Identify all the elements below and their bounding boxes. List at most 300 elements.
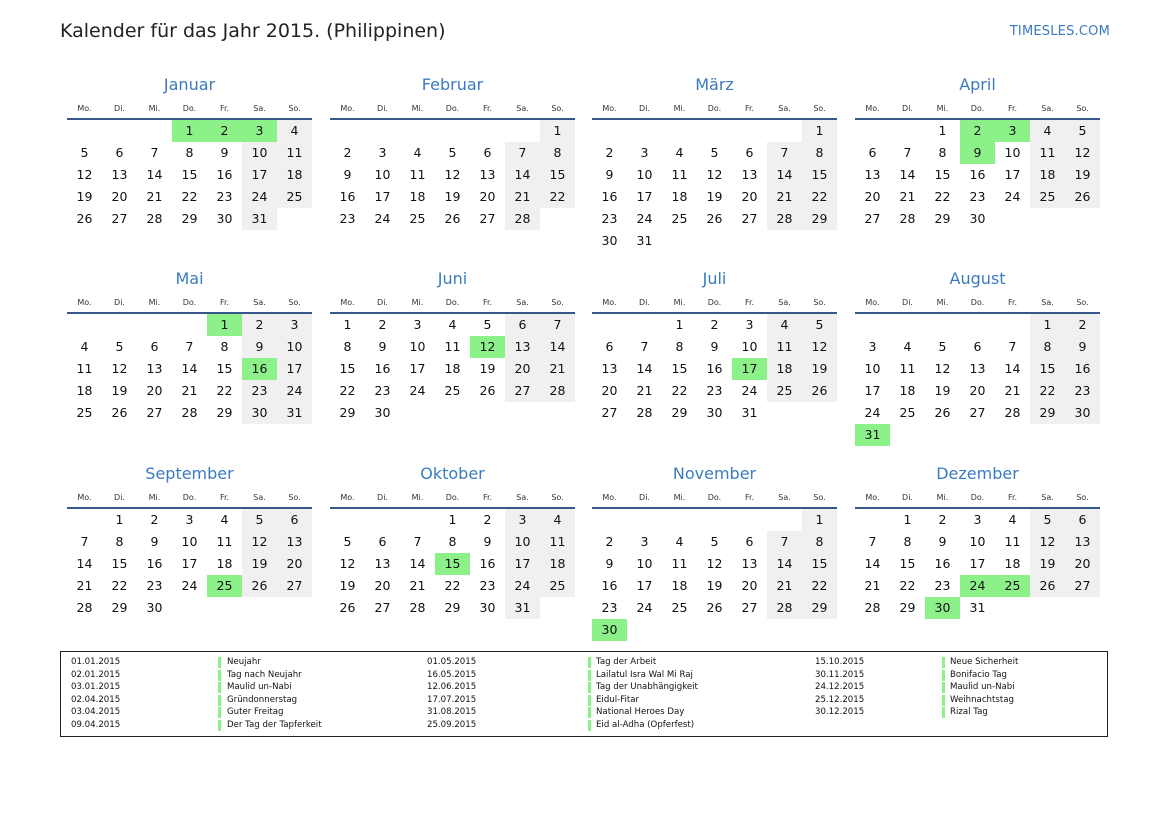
day-cell: 23 [146, 578, 163, 593]
weekday-label: Fr. [1007, 492, 1018, 502]
day-cell: 7 [767, 531, 802, 553]
day-cell: 17 [636, 189, 653, 204]
weekday-label: Mo. [602, 492, 617, 502]
day-cell: 16 [934, 556, 951, 571]
day-cell: 2 [1065, 314, 1100, 336]
day-cell: 13 [969, 361, 986, 376]
day-cell: 2 [150, 512, 159, 527]
day-cell: 15 [934, 167, 951, 182]
holiday-name: National Heroes Day [596, 707, 685, 718]
weekday-label: Do. [182, 492, 197, 502]
day-cell: 6 [605, 339, 614, 354]
day-cell: 2 [483, 512, 492, 527]
empty-cell [400, 120, 435, 142]
day-cell: 1 [448, 512, 457, 527]
day-cell: 9 [483, 534, 492, 549]
day-cell: 9 [242, 336, 277, 358]
day-cell: 29 [899, 600, 916, 615]
holiday-name: Lailatul Isra Wal Mi Raj [596, 669, 693, 680]
day-cell: 12 [444, 167, 461, 182]
holiday-name: Maulid un-Nabi [227, 682, 292, 693]
day-cell: 16 [216, 167, 233, 182]
day-cell: 1 [540, 120, 575, 142]
day-cell: 26 [802, 380, 837, 402]
day-cell: 5 [710, 145, 719, 160]
month-name: April [959, 75, 996, 94]
day-cell: 10 [864, 361, 881, 376]
day-cell: 18 [1030, 164, 1065, 186]
weekday-label: Di. [902, 492, 913, 502]
weekday-label: Sa. [778, 103, 791, 113]
day-cell: 3 [413, 317, 422, 332]
day-cell: 27 [1065, 575, 1100, 597]
day-cell: 13 [1065, 531, 1100, 553]
holiday-name: Maulid un-Nabi [950, 682, 1015, 693]
day-cell: 2 [938, 512, 947, 527]
month-märz [592, 73, 837, 252]
holiday-marker [942, 670, 945, 681]
day-cell: 4 [1008, 512, 1017, 527]
day-grid [330, 120, 575, 230]
day-cell: 2 [710, 317, 719, 332]
day-cell: 29 [216, 405, 233, 420]
day-cell: 30 [1065, 402, 1100, 424]
weekday-header [855, 488, 1100, 506]
holiday-day-cell: 3 [995, 120, 1030, 142]
weekday-label: Fr. [744, 103, 755, 113]
day-cell: 5 [448, 145, 457, 160]
day-cell: 18 [409, 189, 426, 204]
month-name: Dezember [936, 464, 1019, 483]
weekday-label: Sa. [516, 103, 529, 113]
day-cell: 25 [540, 575, 575, 597]
day-cell: 22 [339, 383, 356, 398]
day-grid [855, 314, 1100, 446]
empty-cell [365, 509, 400, 531]
day-cell: 18 [76, 383, 93, 398]
holiday-marker [588, 720, 591, 731]
holiday-date: 16.05.2015 [427, 669, 477, 680]
day-cell: 15 [1030, 358, 1065, 380]
page-title: Kalender für das Jahr 2015. (Philippinen) [60, 20, 446, 42]
empty-cell [137, 314, 172, 336]
day-cell: 11 [1030, 142, 1065, 164]
holiday-name: Eidul-Fitar [596, 694, 640, 705]
empty-cell [102, 314, 137, 336]
empty-cell [505, 120, 540, 142]
day-cell: 14 [181, 361, 198, 376]
day-cell: 14 [636, 361, 653, 376]
day-cell: 5 [710, 534, 719, 549]
day-cell: 7 [413, 534, 422, 549]
day-cell: 15 [216, 361, 233, 376]
day-cell: 29 [444, 600, 461, 615]
day-cell: 9 [343, 167, 352, 182]
day-cell: 21 [540, 358, 575, 380]
day-cell: 13 [146, 361, 163, 376]
day-cell: 9 [150, 534, 159, 549]
day-cell: 2 [242, 314, 277, 336]
day-cell: 26 [1030, 575, 1065, 597]
day-cell: 27 [146, 405, 163, 420]
day-cell: 6 [1065, 509, 1100, 531]
holiday-day-cell: 12 [470, 336, 505, 358]
day-cell: 25 [767, 380, 802, 402]
day-cell: 23 [969, 189, 986, 204]
day-cell: 26 [706, 211, 723, 226]
day-cell: 16 [601, 578, 618, 593]
holiday-date: 31.08.2015 [427, 707, 477, 718]
day-cell: 20 [741, 189, 758, 204]
weekday-label: Mo. [865, 492, 880, 502]
day-cell: 10 [636, 556, 653, 571]
day-cell: 16 [339, 189, 356, 204]
day-cell: 5 [938, 339, 947, 354]
holiday-marker [942, 695, 945, 706]
day-cell: 4 [675, 145, 684, 160]
day-cell: 13 [741, 556, 758, 571]
holiday-day-cell: 9 [960, 142, 995, 164]
day-cell: 7 [1008, 339, 1017, 354]
day-grid [330, 509, 575, 619]
day-cell: 28 [1004, 405, 1021, 420]
day-cell: 16 [374, 361, 391, 376]
holiday-day-cell: 17 [732, 358, 767, 380]
brand-link[interactable]: TIMESLES.COM [1009, 24, 1110, 39]
day-cell: 4 [1030, 120, 1065, 142]
weekday-label: Di. [114, 492, 125, 502]
weekday-label: Mo. [865, 297, 880, 307]
weekday-label: Mi. [148, 297, 161, 307]
day-cell: 17 [864, 383, 881, 398]
day-cell: 6 [378, 534, 387, 549]
day-cell: 17 [242, 164, 277, 186]
day-cell: 9 [1065, 336, 1100, 358]
day-cell: 8 [802, 531, 837, 553]
day-cell: 26 [242, 575, 277, 597]
day-cell: 14 [409, 556, 426, 571]
holiday-name: Tag der Unabhängigkeit [596, 682, 698, 693]
day-cell: 31 [741, 405, 758, 420]
day-cell: 29 [181, 211, 198, 226]
day-cell: 22 [111, 578, 128, 593]
day-cell: 3 [868, 339, 877, 354]
weekday-label: Do. [445, 103, 460, 113]
day-cell: 16 [146, 556, 163, 571]
month-juli [592, 267, 837, 424]
weekday-label: Mi. [148, 103, 161, 113]
day-cell: 30 [216, 211, 233, 226]
empty-cell [627, 120, 662, 142]
holiday-date: 09.04.2015 [71, 720, 121, 730]
day-cell: 28 [767, 208, 802, 230]
day-cell: 8 [185, 145, 194, 160]
day-cell: 1 [802, 509, 837, 531]
day-cell: 7 [903, 145, 912, 160]
day-cell: 23 [216, 189, 233, 204]
day-cell: 26 [111, 405, 128, 420]
day-cell: 19 [706, 578, 723, 593]
weekday-label: Mo. [77, 492, 92, 502]
weekday-label: Sa. [1041, 297, 1054, 307]
holiday-marker [942, 682, 945, 693]
day-cell: 9 [938, 534, 947, 549]
day-cell: 15 [802, 164, 837, 186]
weekday-label: Sa. [1041, 103, 1054, 113]
month-april [855, 73, 1100, 230]
weekday-label: Do. [445, 492, 460, 502]
weekday-header [67, 293, 312, 311]
day-cell: 21 [76, 578, 93, 593]
day-cell: 3 [640, 145, 649, 160]
day-cell: 26 [934, 405, 951, 420]
month-november [592, 462, 837, 641]
day-cell: 16 [706, 361, 723, 376]
day-cell: 25 [671, 600, 688, 615]
day-cell: 4 [540, 509, 575, 531]
day-cell: 12 [934, 361, 951, 376]
day-cell: 8 [802, 142, 837, 164]
day-cell: 4 [80, 339, 89, 354]
empty-cell [855, 314, 890, 336]
holiday-day-cell: 1 [207, 314, 242, 336]
day-cell: 16 [479, 556, 496, 571]
holiday-name: Eid al-Adha (Opferfest) [596, 720, 695, 730]
weekday-label: Do. [445, 297, 460, 307]
day-cell: 27 [969, 405, 986, 420]
day-grid [855, 509, 1100, 619]
day-cell: 22 [444, 578, 461, 593]
day-cell: 24 [505, 575, 540, 597]
day-cell: 13 [505, 336, 540, 358]
day-cell: 12 [706, 167, 723, 182]
weekday-label: Sa. [778, 297, 791, 307]
holiday-date: 01.05.2015 [427, 657, 477, 667]
weekday-label: So. [813, 103, 826, 113]
day-cell: 21 [505, 186, 540, 208]
empty-cell [855, 120, 890, 142]
holiday-date: 03.01.2015 [71, 682, 121, 693]
weekday-label: Fr. [482, 103, 493, 113]
month-name: Oktober [420, 464, 485, 483]
day-cell: 6 [745, 534, 754, 549]
day-cell: 6 [150, 339, 159, 354]
day-cell: 25 [444, 383, 461, 398]
holiday-name: Guter Freitag [227, 707, 284, 718]
day-cell: 14 [505, 164, 540, 186]
weekday-label: So. [551, 297, 564, 307]
weekday-label: So. [1076, 492, 1089, 502]
holiday-name: Bonifacio Tag [950, 669, 1007, 680]
day-cell: 7 [767, 142, 802, 164]
day-cell: 8 [675, 339, 684, 354]
day-cell: 18 [444, 361, 461, 376]
day-cell: 3 [745, 317, 754, 332]
day-cell: 27 [505, 380, 540, 402]
empty-cell [855, 509, 890, 531]
day-cell: 7 [150, 145, 159, 160]
day-cell: 8 [540, 142, 575, 164]
day-cell: 22 [802, 575, 837, 597]
day-cell: 12 [76, 167, 93, 182]
day-cell: 11 [1004, 534, 1021, 549]
weekday-label: Do. [707, 492, 722, 502]
day-grid [67, 314, 312, 424]
day-cell: 12 [1065, 142, 1100, 164]
empty-cell [995, 314, 1030, 336]
day-cell: 14 [899, 167, 916, 182]
holiday-day-cell: 2 [207, 120, 242, 142]
holiday-day-cell: 2 [960, 120, 995, 142]
day-cell: 18 [899, 383, 916, 398]
weekday-label: Fr. [219, 103, 230, 113]
holiday-day-cell: 30 [592, 619, 627, 641]
weekday-label: So. [288, 103, 301, 113]
day-cell: 20 [479, 189, 496, 204]
month-dezember [855, 462, 1100, 619]
day-cell: 30 [601, 233, 618, 248]
day-grid [592, 120, 837, 252]
day-cell: 1 [115, 512, 124, 527]
day-grid [330, 314, 575, 424]
day-cell: 19 [802, 358, 837, 380]
empty-cell [400, 509, 435, 531]
day-cell: 28 [899, 211, 916, 226]
day-cell: 26 [706, 600, 723, 615]
day-cell: 22 [540, 186, 575, 208]
day-cell: 2 [378, 317, 387, 332]
day-cell: 28 [767, 597, 802, 619]
day-cell: 31 [242, 208, 277, 230]
holiday-date: 24.12.2015 [815, 682, 865, 693]
day-cell: 13 [111, 167, 128, 182]
weekday-label: Mi. [411, 492, 424, 502]
day-cell: 28 [864, 600, 881, 615]
day-cell: 18 [671, 578, 688, 593]
day-cell: 21 [864, 578, 881, 593]
empty-cell [662, 509, 697, 531]
empty-cell [172, 314, 207, 336]
month-oktober [330, 462, 575, 619]
day-cell: 29 [802, 208, 837, 230]
day-cell: 24 [277, 380, 312, 402]
weekday-label: Sa. [253, 492, 266, 502]
holiday-name: Der Tag der Tapferkeit [227, 720, 322, 730]
day-cell: 19 [339, 578, 356, 593]
holiday-marker [942, 657, 945, 668]
day-cell: 26 [76, 211, 93, 226]
day-cell: 2 [605, 145, 614, 160]
holiday-date: 25.12.2015 [815, 694, 865, 705]
day-cell: 22 [216, 383, 233, 398]
day-cell: 4 [903, 339, 912, 354]
empty-cell [767, 120, 802, 142]
holiday-day-cell: 25 [207, 575, 242, 597]
day-cell: 23 [934, 578, 951, 593]
day-cell: 29 [111, 600, 128, 615]
day-cell: 19 [706, 189, 723, 204]
weekday-label: Sa. [253, 103, 266, 113]
day-cell: 20 [277, 553, 312, 575]
day-cell: 31 [636, 233, 653, 248]
day-cell: 24 [1004, 189, 1021, 204]
weekday-header [330, 99, 575, 117]
day-cell: 29 [339, 405, 356, 420]
day-cell: 4 [413, 145, 422, 160]
day-cell: 21 [409, 578, 426, 593]
day-cell: 3 [505, 509, 540, 531]
holiday-day-cell: 15 [435, 553, 470, 575]
weekday-label: Di. [114, 103, 125, 113]
day-cell: 11 [444, 339, 461, 354]
day-cell: 28 [76, 600, 93, 615]
day-cell: 10 [636, 167, 653, 182]
day-cell: 7 [868, 534, 877, 549]
day-cell: 11 [767, 336, 802, 358]
day-cell: 13 [277, 531, 312, 553]
day-cell: 27 [864, 211, 881, 226]
day-cell: 9 [710, 339, 719, 354]
holiday-name: Weihnachtstag [950, 694, 1014, 705]
empty-cell [890, 314, 925, 336]
day-cell: 14 [146, 167, 163, 182]
day-cell: 22 [1030, 380, 1065, 402]
weekday-label: Sa. [1041, 492, 1054, 502]
day-cell: 12 [1030, 531, 1065, 553]
weekday-label: Do. [970, 492, 985, 502]
day-cell: 30 [242, 402, 277, 424]
day-cell: 29 [671, 405, 688, 420]
day-cell: 20 [601, 383, 618, 398]
weekday-label: Di. [902, 103, 913, 113]
day-cell: 30 [146, 600, 163, 615]
weekday-label: Di. [377, 297, 388, 307]
day-cell: 15 [111, 556, 128, 571]
day-cell: 30 [969, 211, 986, 226]
weekday-label: Do. [707, 297, 722, 307]
day-cell: 11 [540, 531, 575, 553]
holiday-name: Gründonnerstag [227, 694, 298, 705]
day-cell: 28 [146, 211, 163, 226]
day-cell: 26 [339, 600, 356, 615]
day-cell: 30 [706, 405, 723, 420]
day-cell: 5 [80, 145, 89, 160]
month-september [67, 462, 312, 619]
holiday-day-cell: 24 [960, 575, 995, 597]
day-cell: 22 [934, 189, 951, 204]
holiday-day-cell: 30 [925, 597, 960, 619]
holiday-legend [60, 651, 1108, 737]
day-cell: 10 [409, 339, 426, 354]
day-cell: 17 [636, 578, 653, 593]
empty-cell [592, 120, 627, 142]
day-cell: 27 [111, 211, 128, 226]
day-cell: 21 [1004, 383, 1021, 398]
day-cell: 1 [343, 317, 352, 332]
day-cell: 10 [741, 339, 758, 354]
day-cell: 25 [409, 211, 426, 226]
day-cell: 9 [220, 145, 229, 160]
day-cell: 13 [479, 167, 496, 182]
weekday-label: Mo. [77, 297, 92, 307]
day-cell: 14 [76, 556, 93, 571]
day-cell: 10 [242, 142, 277, 164]
day-cell: 14 [767, 164, 802, 186]
weekday-label: Mo. [340, 297, 355, 307]
weekday-label: Di. [377, 103, 388, 113]
day-cell: 22 [671, 383, 688, 398]
day-cell: 23 [339, 211, 356, 226]
